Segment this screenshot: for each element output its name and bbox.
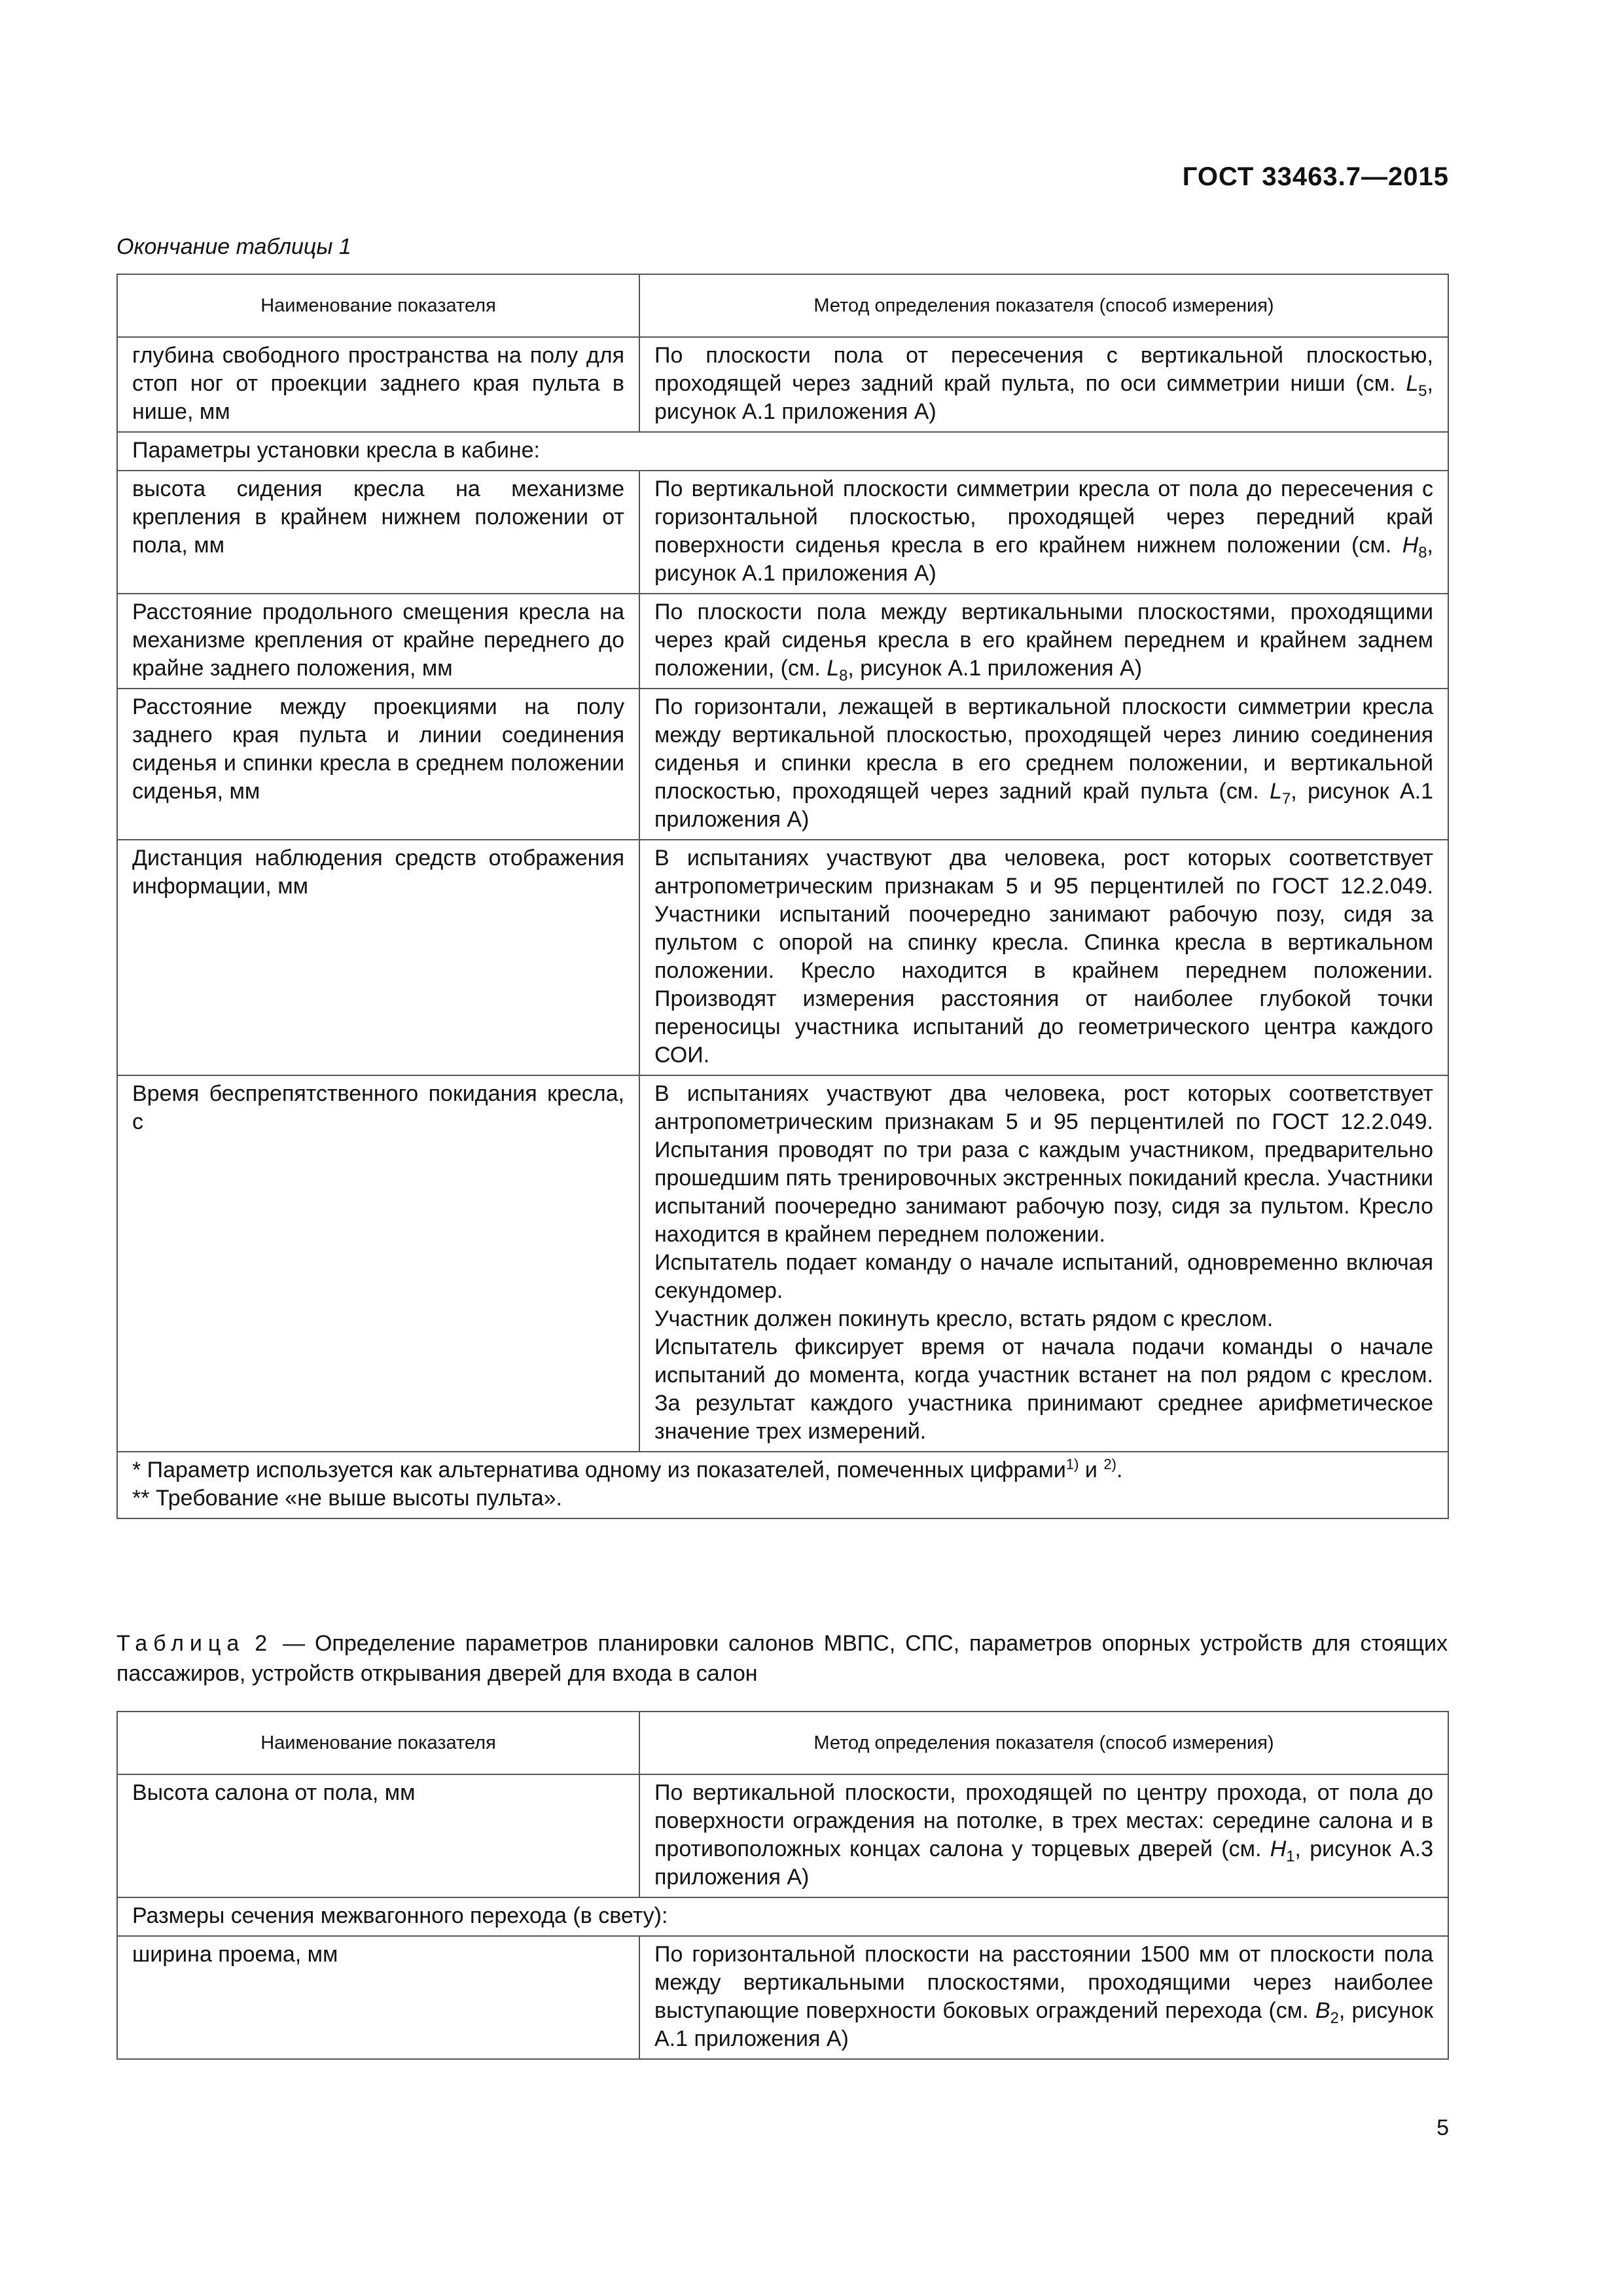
table-row xyxy=(117,840,1448,1075)
table-row xyxy=(117,1075,1448,1452)
table-group-row xyxy=(117,432,1448,471)
indicator-name: глубина свободного пространства на полу для стоп ног от проекции заднего края пульта в нише, мм xyxy=(117,337,639,432)
indicator-name: Высота салона от пола, мм xyxy=(117,1774,639,1897)
indicator-name: Расстояние между проекциями на полу заднего края пульта и линии соединения сиденья и спинки кресла в среднем положении сиденья, мм xyxy=(117,689,639,840)
measurement-method: По плоскости пола между вертикальными плоскостями, проходящими через край сиденья кресла в его крайнем переднем и крайнем заднем положении, (см. $L_8$, рисунок А.1 приложения А) xyxy=(639,594,1448,689)
table2-header-row xyxy=(117,1712,1448,1774)
measurement-method: По вертикальной плоскости, проходящей по центру прохода, от пола до поверхности ограждения на потолке, в трех местах: середине салона и в противоположных концах салона у торцевых дверей (см. $H_1$, рисунок А.3 приложения А) xyxy=(639,1774,1448,1897)
table-group-row xyxy=(117,1897,1448,1936)
method-paragraph: В испытаниях участвуют два человека, рост которых соответствует антропометрическим признакам 5 и 95 перцентилей по ГОСТ 12.2.049. Испытания проводят по три раза с каждым участником, предварительно прошедшим пять тренировочных экстренных покиданий кресла. Участники испытаний поочередно занимают рабочую позу, сидя за пультом. Кресло находится в крайнем переднем положении. xyxy=(654,1081,1433,1247)
table2 xyxy=(116,1711,1449,2060)
method-paragraph: Участник должен покинуть кресло, встать рядом с креслом. xyxy=(654,1306,1274,1331)
indicator-name: Время беспрепятственного покидания кресла, с xyxy=(117,1075,639,1452)
measurement-method: По горизонтали, лежащей в вертикальной плоскости симметрии кресла между вертикальной плоскостью, проходящей через линию соединения сиденья и спинки кресла в его среднем положении, и вертикальной плоскостью, проходящей через задний край пульта (см. $L_7$, рисунок А.1 приложения А) xyxy=(639,689,1448,840)
measurement-method: В испытаниях участвуют два человека, рост которых соответствует антропометрическим признакам 5 и 95 перцентилей по ГОСТ 12.2.049. Участники испытаний поочередно занимают рабочую позу, сидя за пультом с опорой на спинку кресла. Спинка кресла в вертикальном положении. Кресло находится в крайнем переднем положении. Производят измерения расстояния от наиболее глубокой точки переносицы участника испытаний до геометрического центра каждого СОИ. xyxy=(639,840,1448,1075)
page-number: 5 xyxy=(1436,2115,1449,2140)
measurement-method: По плоскости пола от пересечения с вертикальной плоскостью, проходящей через задний край пульта, по оси симметрии ниши (см. $L_5$, рисунок А.1 приложения А) xyxy=(639,337,1448,432)
method-paragraph: Испытатель фиксирует время от начала подачи команды о начале испытаний до момента, когда участник встанет на пол рядом с креслом. За результат каждого участника принимают среднее арифметическое значение трех измерений. xyxy=(654,1335,1433,1444)
table-row xyxy=(117,689,1448,840)
table1-col1-header: Наименование показателя xyxy=(117,274,639,337)
footnotes xyxy=(117,1452,1448,1518)
table-row xyxy=(117,1936,1448,2059)
group-label: Параметры установки кресла в кабине: xyxy=(117,432,1448,471)
measurement-method: По горизонтальной плоскости на расстоянии 1500 мм от плоскости пола между вертикальными плоскостями, проходящими через наиболее выступающие поверхности боковых ограждений перехода (см. $B_2$, рисунок А.1 приложения А) xyxy=(639,1936,1448,2059)
group-label: Размеры сечения межвагонного перехода (в свету): xyxy=(117,1897,1448,1936)
table-row xyxy=(117,1774,1448,1897)
table1 xyxy=(116,274,1449,1519)
method-paragraph: Испытатель подает команду о начале испытаний, одновременно включая секундомер. xyxy=(654,1250,1433,1303)
indicator-name: высота сидения кресла на механизме крепления в крайнем нижнем положении от пола, мм xyxy=(117,471,639,594)
document-header: ГОСТ 33463.7—2015 xyxy=(1182,162,1449,191)
indicator-name: Расстояние продольного смещения кресла на механизме крепления от крайне переднего до крайне заднего положения, мм xyxy=(117,594,639,689)
table1-col2-header: Метод определения показателя (способ измерения) xyxy=(639,274,1448,337)
table1-header-row xyxy=(117,274,1448,337)
table2-title: Таблица 2 — Определение параметров планировки салонов МВПС, СПС, параметров опорных устройств для стоящих пассажиров, устройств открывания дверей для входа в салон xyxy=(116,1631,1448,1686)
table2-col2-header: Метод определения показателя (способ измерения) xyxy=(639,1712,1448,1774)
indicator-name: ширина проема, мм xyxy=(117,1936,639,2059)
measurement-method xyxy=(639,1075,1448,1452)
measurement-method: По вертикальной плоскости симметрии кресла от пола до пересечения с горизонтальной плоскостью, проходящей через передний край поверхности сиденья кресла в его крайнем нижнем положении (см. $H_8$, рисунок А.1 приложения А) xyxy=(639,471,1448,594)
footnote-2: ** Требование «не выше высоты пульта». xyxy=(132,1486,562,1511)
footnote-1: * Параметр используется как альтернатива одному из показателей, помеченных цифрами$^{1)}$ и $^{2)}$. xyxy=(132,1456,1123,1482)
table2-col1-header: Наименование показателя xyxy=(117,1712,639,1774)
indicator-name: Дистанция наблюдения средств отображения информации, мм xyxy=(117,840,639,1075)
table-row xyxy=(117,471,1448,594)
table1-notes xyxy=(117,1452,1448,1518)
table-row xyxy=(117,337,1448,432)
table1-caption: Окончание таблицы 1 xyxy=(116,234,351,259)
table-row xyxy=(117,594,1448,689)
